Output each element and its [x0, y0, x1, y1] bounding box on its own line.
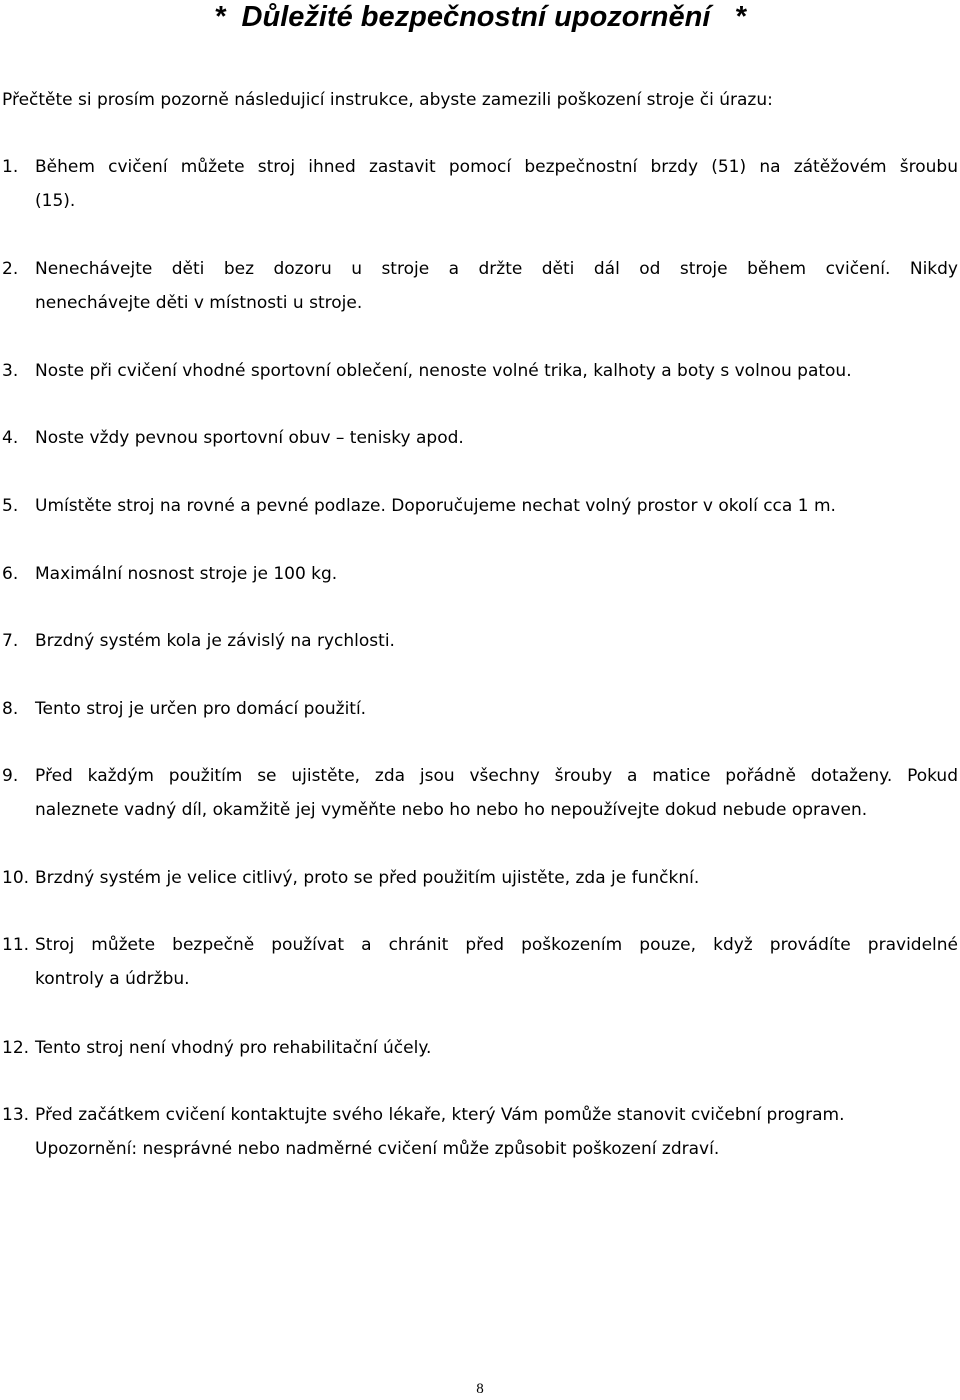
list-item	[2, 624, 958, 658]
item-text: Brzdný systém kola je závislý na rychlosti.	[35, 631, 395, 651]
item-number: 6.	[2, 564, 19, 584]
item-text: Před začátkem cvičení kontaktujte svého lékaře, který Vám pomůže stanovit cvičební program.	[35, 1105, 845, 1125]
item-text: Během cvičení můžete stroj ihned zastavit pomocí bezpečnostní brzdy (51) na zátěžovém šroubu	[35, 157, 958, 177]
item-text-continued: (15).	[35, 191, 76, 211]
list-item	[2, 692, 958, 726]
intro-text: Přečtěte si prosím pozorně následujicí instrukce, abyste zamezili poškození stroje či úrazu:	[2, 90, 773, 110]
item-number: 4.	[2, 428, 19, 448]
item-number: 8.	[2, 699, 19, 719]
item-text: Umístěte stroj na rovné a pevné podlaze. Doporučujeme nechat volný prostor v okolí cca 1 m.	[35, 496, 836, 516]
item-text: Noste vždy pevnou sportovní obuv – tenisky apod.	[35, 428, 464, 448]
item-number: 5.	[2, 496, 19, 516]
item-number: 9.	[2, 766, 19, 786]
item-number: 3.	[2, 361, 19, 381]
item-number: 1.	[2, 157, 19, 177]
item-text-continued: Upozornění: nesprávné nebo nadměrné cvičení může způsobit poškození zdraví.	[35, 1139, 720, 1159]
item-number: 11.	[2, 935, 30, 955]
item-text: Tento stroj je určen pro domácí použití.	[35, 699, 367, 719]
item-text: Noste při cvičení vhodné sportovní oblečení, nenoste volné trika, kalhoty a boty s volnou patou.	[35, 361, 852, 381]
list-item	[2, 1031, 958, 1065]
list-item	[2, 489, 958, 523]
list-item	[2, 1098, 958, 1166]
item-number: 2.	[2, 259, 19, 279]
item-number: 7.	[2, 631, 19, 651]
item-number: 12.	[2, 1038, 30, 1058]
page-number: 8	[476, 1381, 484, 1397]
list-item	[2, 759, 958, 827]
item-text: Tento stroj není vhodný pro rehabilitační účely.	[35, 1038, 432, 1058]
page-title: * Důležité bezpečnostní upozornění *	[214, 1, 746, 33]
item-text: Maximální nosnost stroje je 100 kg.	[35, 564, 338, 584]
list-item	[2, 557, 958, 591]
list-item	[2, 354, 958, 388]
item-text-continued: kontroly a údržbu.	[35, 969, 190, 989]
list-item	[2, 421, 958, 455]
list-item	[2, 252, 958, 320]
item-text-continued: naleznete vadný díl, okamžitě jej vyměňte nebo ho nebo ho nepoužívejte dokud nebude opraven.	[35, 800, 868, 820]
list-item	[2, 861, 958, 895]
item-text: Před každým použitím se ujistěte, zda jsou všechny šrouby a matice pořádně dotaženy. Pokud	[35, 766, 958, 786]
item-text: Brzdný systém je velice citlivý, proto se před použitím ujistěte, zda je funčkní.	[35, 868, 700, 888]
list-item	[2, 150, 958, 218]
item-text: Nenechávejte děti bez dozoru u stroje a držte děti dál od stroje během cvičení. Nikdy	[35, 259, 958, 279]
item-text-continued: nenechávejte děti v místnosti u stroje.	[35, 293, 363, 313]
item-text: Stroj můžete bezpečně používat a chránit před poškozením pouze, když provádíte pravidelné	[35, 935, 958, 955]
item-number: 10.	[2, 868, 30, 888]
list-item	[2, 928, 958, 996]
item-number: 13.	[2, 1105, 30, 1125]
